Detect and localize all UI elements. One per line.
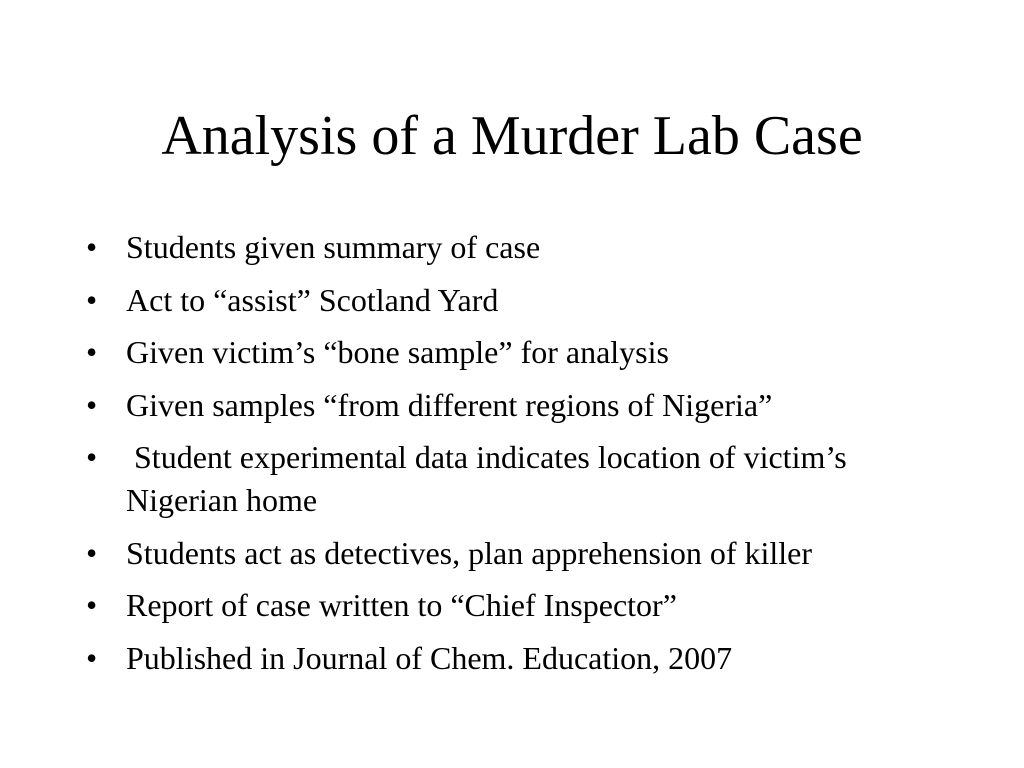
bullet-text: Students given summary of case — [126, 229, 541, 265]
bullet-dot-icon: • — [86, 639, 98, 676]
bullet-dot-icon: • — [86, 334, 98, 370]
bullet-text: Students act as detectives, plan apprehension of killer — [126, 534, 813, 571]
bullet-dot-icon: • — [86, 229, 98, 265]
bullet-item — [86, 384, 946, 427]
bullet-text: Student experimental data indicates location of victim’s Nigerian home — [126, 439, 855, 518]
bullet-item — [86, 279, 946, 322]
bullet-dot-icon: • — [86, 386, 98, 423]
slide-title: Analysis of a Murder Lab Case — [161, 105, 863, 167]
bullet-text: Act to “assist” Scotland Yard — [126, 281, 499, 318]
bullet-item — [86, 584, 946, 627]
bullet-text: Given samples “from different regions of Nigeria” — [126, 386, 773, 423]
bullet-dot-icon: • — [86, 587, 98, 623]
bullet-item — [86, 637, 946, 680]
bullet-item — [86, 226, 946, 269]
bullet-text: Published in Journal of Chem. Education, 2007 — [126, 639, 733, 676]
bullet-item — [86, 331, 946, 374]
bullet-text: Given victim’s “bone sample” for analysis — [126, 334, 669, 370]
bullet-item — [86, 436, 946, 522]
bullet-list — [86, 226, 946, 689]
bullet-dot-icon: • — [86, 281, 98, 318]
bullet-item — [86, 532, 946, 575]
bullet-text: Report of case written to “Chief Inspector” — [126, 587, 677, 623]
bullet-dot-icon: • — [86, 534, 98, 571]
bullet-dot-icon: • — [86, 439, 98, 475]
